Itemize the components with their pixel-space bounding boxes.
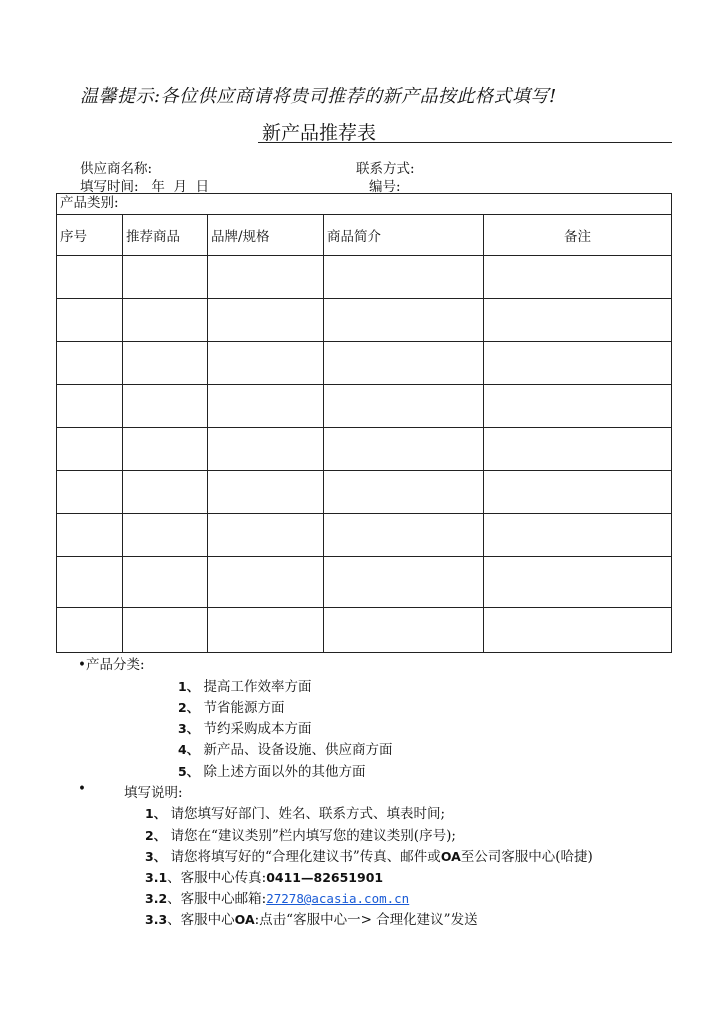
table-row xyxy=(57,471,672,514)
table-cell[interactable] xyxy=(123,342,208,385)
table-cell[interactable] xyxy=(324,608,484,653)
fill-date-label: 填写时间: 年 月 日 xyxy=(80,179,210,195)
sub-instruction-item xyxy=(145,866,383,886)
table-cell[interactable] xyxy=(57,608,123,653)
category-item-text: 节约采购成本方面 xyxy=(203,721,312,737)
table-row xyxy=(57,608,672,653)
category-item-text: 提高工作效率方面 xyxy=(203,679,312,695)
table-cell[interactable] xyxy=(57,514,123,557)
category-item-text: 新产品、设备设施、供应商方面 xyxy=(203,742,393,758)
contact-label: 联系方式: xyxy=(356,161,415,177)
header-serial: 序号 xyxy=(57,215,123,256)
table-cell[interactable] xyxy=(123,428,208,471)
category-item-text: 除上述方面以外的其他方面 xyxy=(203,764,366,780)
instruction-item-text-end: 至公司客服中心(哈捷) xyxy=(460,849,593,865)
sub-item-text-end: :点击“客服中心一> 合理化建议”发送 xyxy=(254,912,478,928)
table-row xyxy=(57,514,672,557)
category-item-number: 1、 xyxy=(178,679,200,694)
category-row xyxy=(57,194,672,215)
table-cell[interactable] xyxy=(123,557,208,608)
table-cell[interactable] xyxy=(484,256,672,299)
table-cell[interactable] xyxy=(324,299,484,342)
table-cell[interactable] xyxy=(123,256,208,299)
sub-instruction-item xyxy=(145,887,409,907)
oa-label: OA xyxy=(440,849,461,864)
table-cell[interactable] xyxy=(324,342,484,385)
table-cell[interactable] xyxy=(57,385,123,428)
table-cell[interactable] xyxy=(123,608,208,653)
email-link[interactable]: 27278@acasia.com.cn xyxy=(266,891,410,906)
sub-item-number: 3.1 xyxy=(145,870,168,885)
table-header-row xyxy=(57,215,672,256)
table-cell[interactable] xyxy=(57,299,123,342)
category-item-text: 节省能源方面 xyxy=(203,700,285,716)
instruction-item-number: 3、 xyxy=(145,849,167,864)
category-item-number: 3、 xyxy=(178,721,200,736)
table-cell[interactable] xyxy=(208,557,324,608)
title-underline xyxy=(258,142,672,143)
table-cell[interactable] xyxy=(123,514,208,557)
table-cell[interactable] xyxy=(123,385,208,428)
oa-label: OA xyxy=(234,912,255,927)
table-cell[interactable] xyxy=(484,557,672,608)
table-cell[interactable] xyxy=(208,299,324,342)
instructions-bullet: • xyxy=(78,781,86,797)
table-cell[interactable] xyxy=(57,256,123,299)
table-cell[interactable] xyxy=(324,385,484,428)
category-cell[interactable]: 产品类别: xyxy=(57,194,672,215)
table-cell[interactable] xyxy=(123,471,208,514)
instruction-item-number: 2、 xyxy=(145,828,167,843)
table-cell[interactable] xyxy=(208,385,324,428)
form-title: 新产品推荐表 xyxy=(262,122,377,144)
header-brand-spec: 品牌/规格 xyxy=(208,215,324,256)
instruction-item-text: 请您填写好部门、姓名、联系方式、填表时间; xyxy=(170,806,446,822)
table-cell[interactable] xyxy=(208,471,324,514)
table-cell[interactable] xyxy=(208,608,324,653)
table-cell[interactable] xyxy=(324,256,484,299)
sub-instruction-item xyxy=(145,908,478,928)
table-cell[interactable] xyxy=(208,428,324,471)
table-cell[interactable] xyxy=(484,342,672,385)
instruction-item xyxy=(145,824,456,844)
category-item-number: 4、 xyxy=(178,742,200,757)
instruction-item xyxy=(145,845,593,865)
table-row xyxy=(57,385,672,428)
table-cell[interactable] xyxy=(208,256,324,299)
table-cell[interactable] xyxy=(324,428,484,471)
fax-number: 0411—82651901 xyxy=(266,870,384,885)
notice-banner: 温馨提示:各位供应商请将贵司推荐的新产品按此格式填写! xyxy=(80,86,557,107)
category-item xyxy=(178,675,312,695)
instructions-heading: 填写说明: xyxy=(124,785,183,801)
header-product: 推荐商品 xyxy=(123,215,208,256)
table-cell[interactable] xyxy=(57,471,123,514)
table-row xyxy=(57,557,672,608)
table-cell[interactable] xyxy=(324,557,484,608)
category-item xyxy=(178,760,366,780)
table-cell[interactable] xyxy=(324,514,484,557)
instruction-item-number: 1、 xyxy=(145,806,167,821)
category-item xyxy=(178,717,312,737)
recommendation-table xyxy=(56,193,672,653)
category-item xyxy=(178,696,285,716)
table-cell[interactable] xyxy=(57,557,123,608)
sub-item-text: 、客服中心传真: xyxy=(167,870,267,886)
table-cell[interactable] xyxy=(484,299,672,342)
sub-item-number: 3.2 xyxy=(145,891,168,906)
table-row xyxy=(57,428,672,471)
category-item-number: 2、 xyxy=(178,700,200,715)
sub-item-text: 、客服中心邮箱: xyxy=(167,891,267,907)
table-cell[interactable] xyxy=(484,514,672,557)
supplier-name-label: 供应商名称: xyxy=(80,161,153,177)
table-row xyxy=(57,342,672,385)
product-categories-heading: •产品分类: xyxy=(78,657,145,673)
table-cell[interactable] xyxy=(208,514,324,557)
table-cell[interactable] xyxy=(57,428,123,471)
table-cell[interactable] xyxy=(324,471,484,514)
category-item-number: 5、 xyxy=(178,764,200,779)
header-remarks: 备注 xyxy=(484,215,672,256)
serial-no-label: 编号: xyxy=(369,179,401,195)
table-cell[interactable] xyxy=(123,299,208,342)
instruction-item-text: 请您在“建议类别”栏内填写您的建议类别(序号); xyxy=(170,828,456,844)
table-cell[interactable] xyxy=(484,428,672,471)
table-cell[interactable] xyxy=(484,471,672,514)
instruction-item-text: 请您将填写好的“合理化建议书”传真、邮件或 xyxy=(170,849,441,865)
table-cell[interactable] xyxy=(57,342,123,385)
sub-item-text: 、客服中心 xyxy=(167,912,235,928)
category-item xyxy=(178,738,393,758)
table-cell[interactable] xyxy=(484,385,672,428)
sub-item-number: 3.3 xyxy=(145,912,168,927)
instruction-item xyxy=(145,802,445,822)
table-row xyxy=(57,256,672,299)
table-cell[interactable] xyxy=(484,608,672,653)
table-row xyxy=(57,299,672,342)
header-description: 商品简介 xyxy=(324,215,484,256)
table-cell[interactable] xyxy=(208,342,324,385)
